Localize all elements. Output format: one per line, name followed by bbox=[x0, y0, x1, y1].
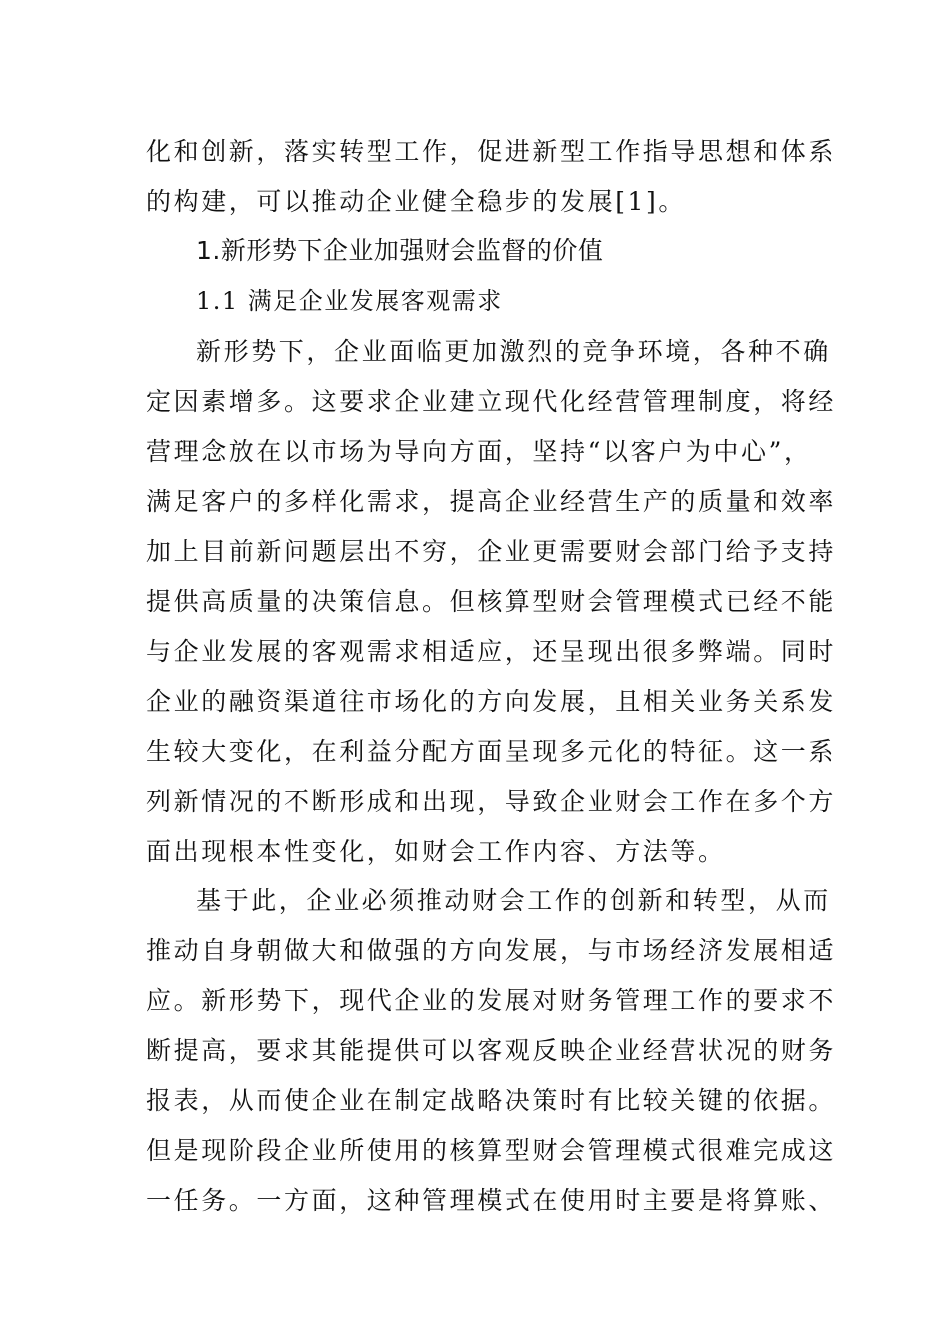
intro-line-1: 化和创新，落实转型工作，促进新型工作指导思想和体系 bbox=[146, 137, 837, 166]
paragraph1-line-1: 新形势下，企业面临更加激烈的竞争环境，各种不确 bbox=[196, 337, 831, 366]
paragraph2-line-2: 推动自身朝做大和做强的方向发展，与市场经济发展相适 bbox=[146, 936, 837, 965]
paragraph1-line-10: 列新情况的不断形成和出现，导致企业财会工作在多个方 bbox=[146, 787, 837, 816]
paragraph1-line-3: 营理念放在以市场为导向方面，坚持“以客户为中心”， bbox=[146, 437, 812, 466]
paragraph1-line-6: 提供高质量的决策信息。但核算型财会管理模式已经不能 bbox=[146, 587, 837, 616]
paragraph2-line-5: 报表，从而使企业在制定战略决策时有比较关键的依据。 bbox=[146, 1086, 837, 1115]
paragraph2-line-1: 基于此，企业必须推动财会工作的创新和转型，从而 bbox=[196, 886, 831, 915]
paragraph2-line-4: 断提高，要求其能提供可以客观反映企业经营状况的财务 bbox=[146, 1036, 837, 1065]
paragraph2-line-7: 一任务。一方面，这种管理模式在使用时主要是将算账、 bbox=[146, 1186, 837, 1215]
paragraph1-line-9: 生较大变化，在利益分配方面呈现多元化的特征。这一系 bbox=[146, 737, 837, 766]
intro-line-2: 的构建，可以推动企业健全稳步的发展[1]。 bbox=[146, 187, 687, 216]
paragraph2-line-6: 但是现阶段企业所使用的核算型财会管理模式很难完成这 bbox=[146, 1136, 837, 1165]
paragraph1-line-8: 企业的融资渠道往市场化的方向发展，且相关业务关系发 bbox=[146, 687, 837, 716]
paragraph1-line-2: 定因素增多。这要求企业建立现代化经营管理制度，将经 bbox=[146, 387, 837, 416]
paragraph1-line-11: 面出现根本性变化，如财会工作内容、方法等。 bbox=[146, 837, 726, 866]
paragraph1-line-4: 满足客户的多样化需求，提高企业经营生产的质量和效率 bbox=[146, 487, 837, 516]
paragraph2-line-3: 应。新形势下，现代企业的发展对财务管理工作的要求不 bbox=[146, 986, 837, 1015]
subsection-heading: 1.1 满足企业发展客观需求 bbox=[196, 287, 503, 315]
paragraph1-line-5: 加上目前新问题层出不穷，企业更需要财会部门给予支持 bbox=[146, 537, 837, 566]
paragraph1-line-7: 与企业发展的客观需求相适应，还呈现出很多弊端。同时 bbox=[146, 637, 837, 666]
section-heading: 1.新形势下企业加强财会监督的价值 bbox=[196, 236, 604, 265]
